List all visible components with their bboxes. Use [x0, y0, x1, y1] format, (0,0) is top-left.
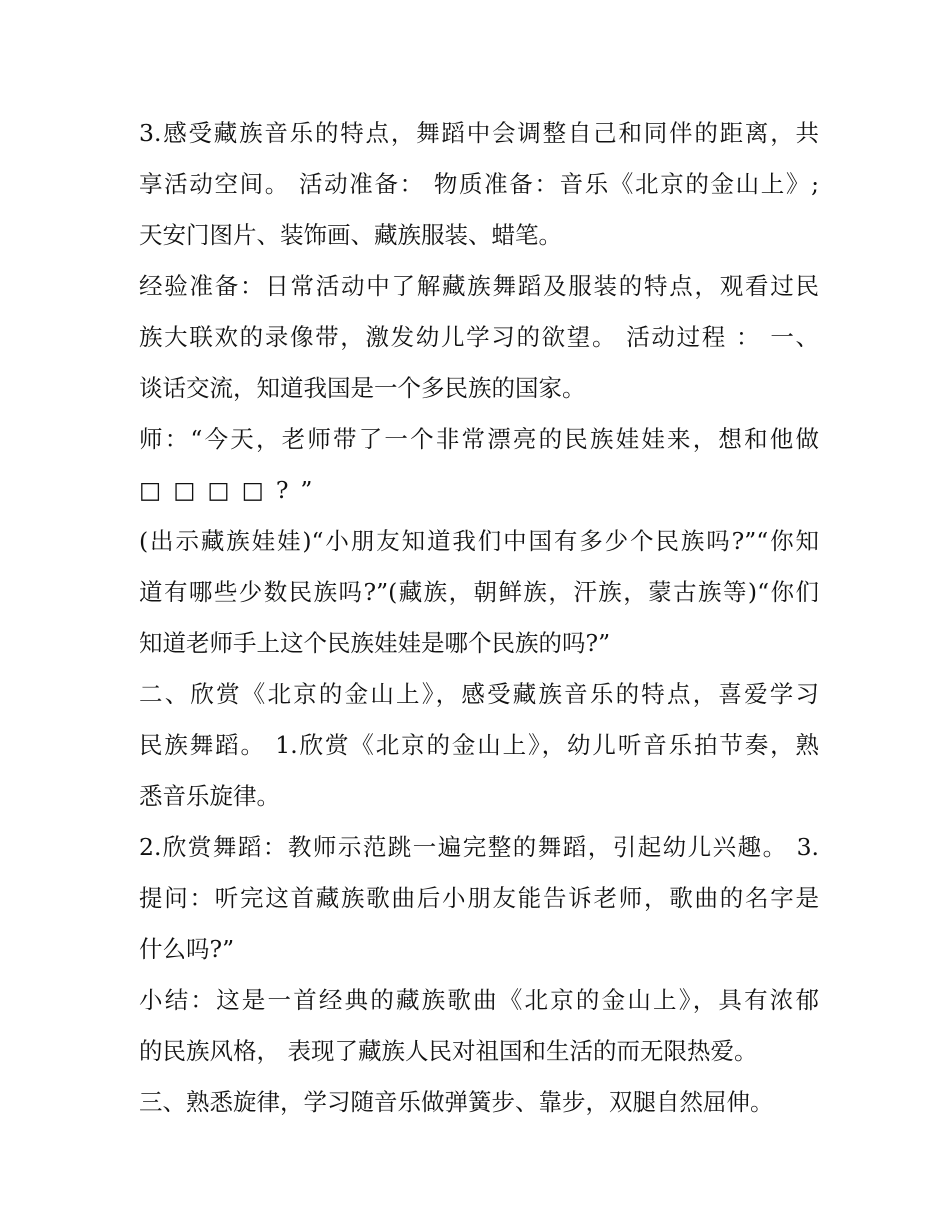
text-line: 民族舞蹈。 1.欣赏《北京的金山上》，幼儿听音乐拍节奏，熟	[139, 731, 819, 759]
text-line: 谈话交流，知道我国是一个多民族的国家。	[139, 374, 586, 402]
text-line: 2.欣赏舞蹈：教师示范跳一遍完整的舞蹈，引起幼儿兴趣。 3.	[139, 833, 819, 861]
text-line: 3.感受藏族音乐的特点，舞蹈中会调整自己和同伴的距离，共	[139, 119, 819, 147]
text-line: 族大联欢的录像带，激发幼儿学习的欲望。 活动过程 ： 一、	[139, 323, 819, 351]
text-line: 师：“今天，老师带了一个非常漂亮的民族娃娃来，想和他做	[139, 425, 819, 453]
text-line: 小结：这是一首经典的藏族歌曲《北京的金山上》，具有浓郁	[139, 986, 819, 1014]
text-line: 什么吗?”	[139, 935, 235, 963]
text-line: 享活动空间。 活动准备： 物质准备：音乐《北京的金山上》;	[139, 170, 819, 198]
text-line: 的民族风格， 表现了藏族人民对祖国和生活的而无限热爱。	[139, 1037, 758, 1065]
text-line: 天安门图片、装饰画、藏族服装、蜡笔。	[139, 221, 562, 249]
text-line: 道有哪些少数民族吗?”(藏族，朝鲜族，汗族，蒙古族等)“你们	[139, 578, 819, 606]
text-line: □□□□?”	[139, 476, 325, 504]
text-line: 经验准备：日常活动中了解藏族舞蹈及服装的特点，观看过民	[139, 272, 819, 300]
text-line: 提问：听完这首藏族歌曲后小朋友能告诉老师，歌曲的名字是	[139, 884, 819, 912]
text-line: (出示藏族娃娃)“小朋友知道我们中国有多少个民族吗?”“你知	[139, 527, 819, 555]
text-line: 知道老师手上这个民族娃娃是哪个民族的吗?”	[139, 629, 611, 657]
text-line: 悉音乐旋律。	[139, 782, 280, 810]
text-line: 三、熟悉旋律，学习随音乐做弹簧步、靠步，双腿自然屈伸。	[139, 1088, 774, 1116]
text-line: 二、欣赏《北京的金山上》，感受藏族音乐的特点，喜爱学习	[139, 680, 819, 708]
document-body	[139, 108, 819, 1128]
